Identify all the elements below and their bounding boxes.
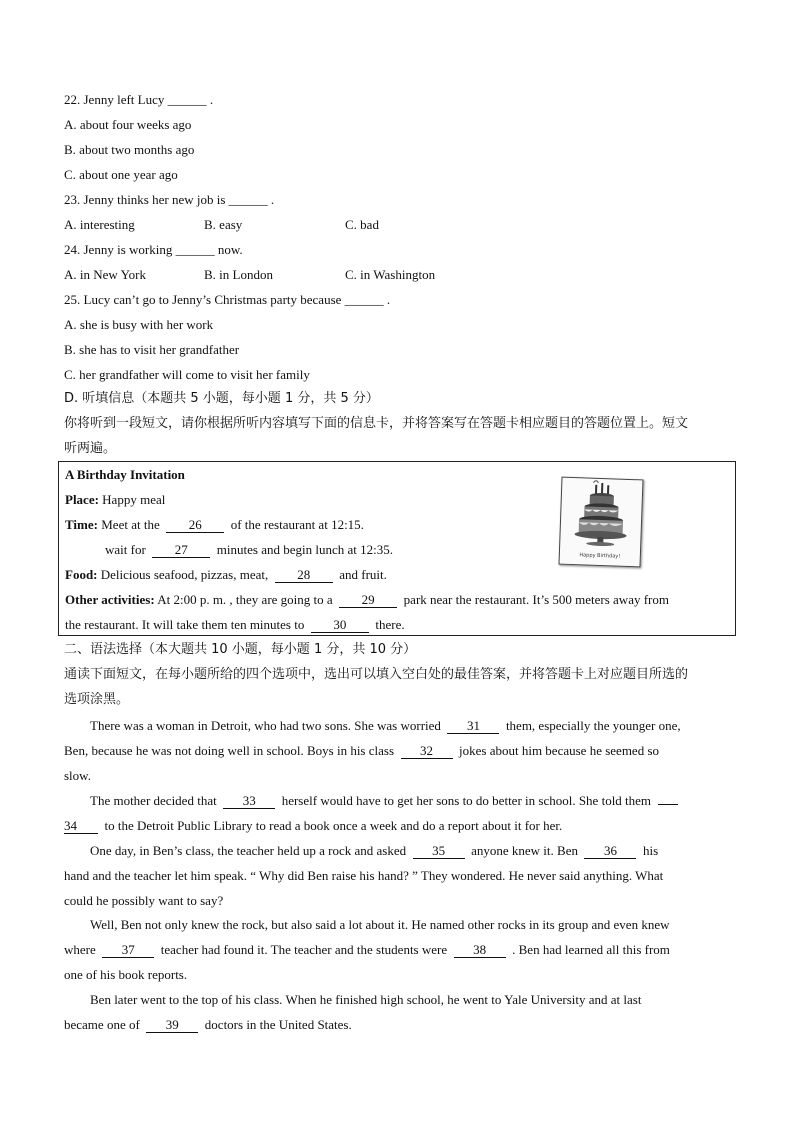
section-d-instruction-line2: 听两遍。 [64, 441, 117, 456]
blank-26[interactable]: 26 [166, 517, 224, 533]
time-text-before: Meet at the [101, 517, 160, 532]
question-23-option-a: A. interesting [64, 217, 135, 232]
place-value: Happy meal [102, 492, 166, 507]
p3-text-c: his [642, 843, 659, 858]
question-24-stem: 24. Jenny is working ______ now. [64, 242, 243, 257]
food-text-before: Delicious seafood, pizzas, meat, [100, 567, 269, 582]
question-24-option-b: B. in London [204, 267, 273, 282]
blank-34-start [658, 804, 678, 805]
question-23-stem: 23. Jenny thinks her new job is ______ . [64, 192, 275, 207]
wait-text-after: minutes and begin lunch at 12:35. [216, 542, 393, 557]
p2-text-b: herself would have to get her sons to do better in school. She told them [281, 793, 652, 808]
p1-text-b: them, especially the younger one, [505, 718, 681, 733]
cake-illustration [560, 478, 640, 553]
blank-32[interactable]: 32 [401, 743, 453, 759]
question-23-option-c: C. bad [345, 217, 379, 232]
activities-text-after: park near the restaurant. It’s 500 meters away from [403, 592, 669, 607]
p2-text-a: The mother decided that [90, 793, 217, 808]
p5-text-a: Ben later went to the top of his class. When he finished high school, he went to Yale University and at last [90, 992, 642, 1007]
p4-text-e: one of his book reports. [64, 967, 188, 982]
card-wait-row [105, 541, 393, 559]
passage-paragraph-5 [64, 987, 730, 1037]
blank-36[interactable]: 36 [584, 843, 636, 859]
p1-text-e: slow. [64, 768, 91, 783]
section-d-instruction-line1: 你将听到一段短文，请你根据所听内容填写下面的信息卡，并将答案写在答题卡相应题目的答题位置上。短文 [64, 416, 689, 431]
card-food-row [65, 566, 387, 584]
blank-37[interactable]: 37 [102, 942, 154, 958]
p3-text-d: hand and the teacher let him speak. “ Why did Ben raise his hand? ” They wondered. He never said anything. What [64, 868, 664, 883]
card-title: A Birthday Invitation [65, 467, 185, 482]
food-text-after: and fruit. [339, 567, 387, 582]
p3-text-b: anyone knew it. Ben [471, 843, 578, 858]
activities2-text-before: the restaurant. It will take them ten minutes to [65, 617, 305, 632]
card-time-row [65, 516, 364, 534]
question-24-option-a: A. in New York [64, 267, 146, 282]
blank-34[interactable]: 34 [64, 818, 98, 834]
blank-30[interactable]: 30 [311, 617, 369, 633]
card-place-row [65, 491, 165, 509]
blank-31[interactable]: 31 [447, 718, 499, 734]
question-22-stem: 22. Jenny left Lucy ______ . [64, 92, 214, 107]
blank-27[interactable]: 27 [152, 542, 210, 558]
question-25-option-b: B. she has to visit her grandfather [64, 342, 240, 357]
question-23-option-b: B. easy [204, 217, 243, 232]
p2-text-c: to the Detroit Public Library to read a book once a week and do a report about it for her. [104, 818, 563, 833]
card-activities-row [65, 591, 669, 609]
wait-text-before: wait for [105, 542, 146, 557]
food-label: Food: [65, 567, 98, 582]
blank-33[interactable]: 33 [223, 793, 275, 809]
question-22-option-b: B. about two months ago [64, 142, 195, 157]
question-22-option-a: A. about four weeks ago [64, 117, 192, 132]
passage-paragraph-3 [64, 838, 730, 913]
blank-35[interactable]: 35 [413, 843, 465, 859]
question-25-stem: 25. Lucy can’t go to Jenny’s Christmas party because ______ . [64, 292, 391, 307]
question-25-option-a: A. she is busy with her work [64, 317, 214, 332]
p1-text-a: There was a woman in Detroit, who had two sons. She was worried [90, 718, 441, 733]
passage-paragraph-2 [64, 788, 730, 838]
grammar-instruction-line2: 选项涂黑。 [64, 692, 130, 707]
blank-38[interactable]: 38 [454, 942, 506, 958]
activities2-text-after: there. [375, 617, 405, 632]
cake-caption: Happy Birthday! [579, 552, 621, 560]
time-text-after: of the restaurant at 12:15. [230, 517, 364, 532]
p3-text-a: One day, in Ben’s class, the teacher held up a rock and asked [90, 843, 407, 858]
blank-28[interactable]: 28 [275, 567, 333, 583]
place-label: Place: [65, 492, 99, 507]
question-24-option-c: C. in Washington [345, 267, 436, 282]
p3-text-e: could he possibly want to say? [64, 893, 224, 908]
time-label: Time: [65, 517, 98, 532]
birthday-cake-image [558, 477, 643, 568]
activities-text-before: At 2:00 p. m. , they are going to a [157, 592, 333, 607]
p1-text-c: Ben, because he was not doing well in school. Boys in his class [64, 743, 395, 758]
p4-text-d: . Ben had learned all this from [512, 942, 670, 957]
p5-text-b: became one of [64, 1017, 140, 1032]
question-25-option-c: C. her grandfather will come to visit her family [64, 367, 310, 382]
grammar-instruction-line1: 通读下面短文，在每小题所给的四个选项中，选出可以填入空白处的最佳答案，并将答题卡上对应题目所选的 [64, 667, 689, 682]
p5-text-c: doctors in the United States. [204, 1017, 352, 1032]
other-activities-label: Other activities: [65, 592, 155, 607]
question-22-option-c: C. about one year ago [64, 167, 178, 182]
passage-paragraph-1 [64, 713, 730, 788]
grammar-section-title: 二、语法选择（本大题共 10 小题，每小题 1 分，共 10 分） [64, 642, 417, 657]
p4-text-c: teacher had found it. The teacher and the students were [160, 942, 448, 957]
p4-text-a: Well, Ben not only knew the rock, but also said a lot about it. He named other rocks in its group and even knew [90, 917, 670, 932]
section-d-title: D. 听填信息（本题共 5 小题，每小题 1 分，共 5 分） [64, 391, 379, 406]
blank-39[interactable]: 39 [146, 1017, 198, 1033]
passage-paragraph-4 [64, 912, 730, 987]
p1-text-d: jokes about him because he seemed so [459, 743, 660, 758]
blank-29[interactable]: 29 [339, 592, 397, 608]
p4-text-b: where [64, 942, 96, 957]
card-activities-row2 [65, 616, 405, 634]
